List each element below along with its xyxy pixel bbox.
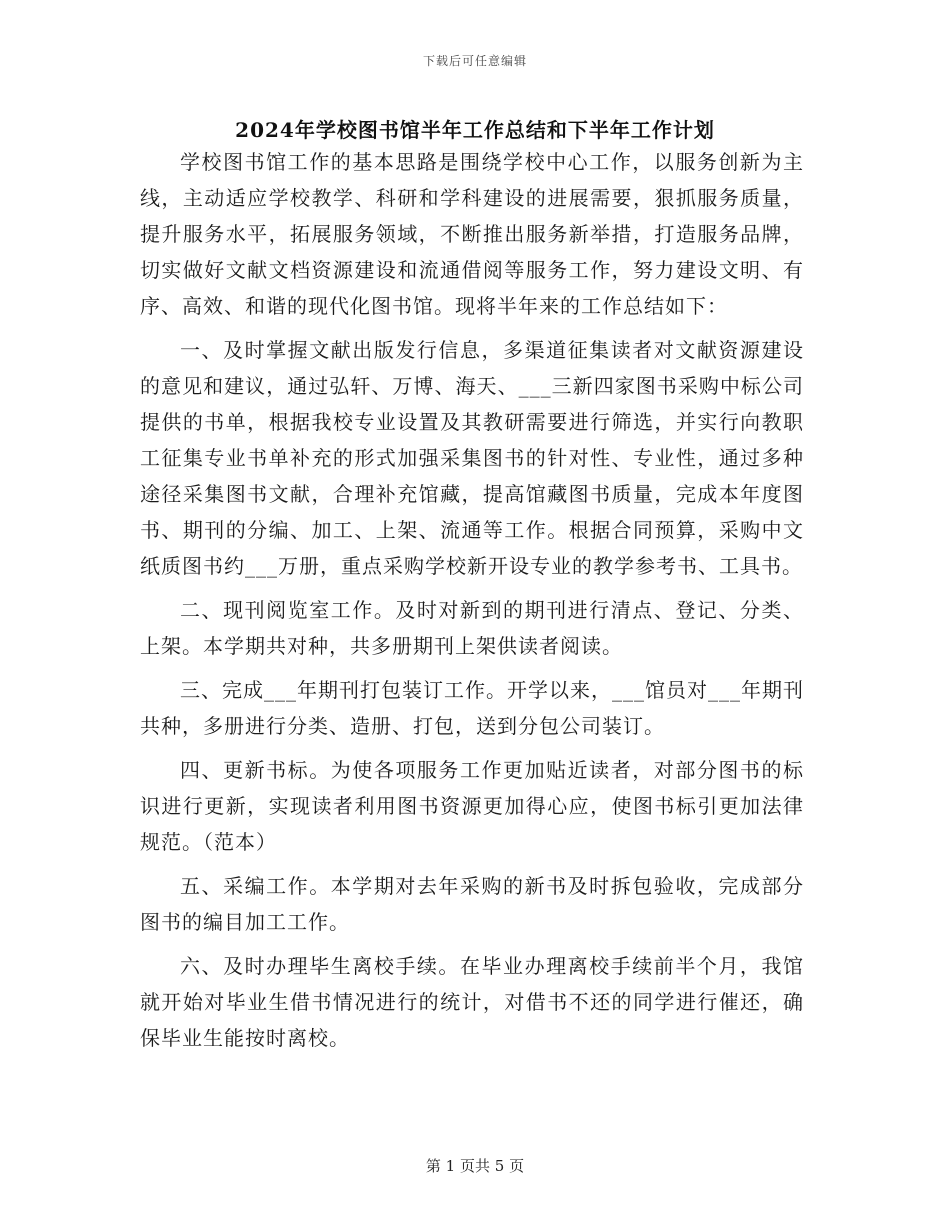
paragraph-item-1: 一、及时掌握文献出版发行信息，多渠道征集读者对文献资源建设的意见和建议，通过弘轩、万博、海天、___三新四家图书采购中标公司提供的书单，根据我校专业设置及其教研需要进行筛选，并实行向教职工征集专业书单补充的形式加强采集图书的针对性、专业性，通过多种途径采集图书文献，合理补充馆藏，提高馆藏图书质量，完成本年度图书、期刊的分编、加工、上架、流通等工作。根据合同预算，采购中文纸质图书约___万册，重点采购学校新开设专业的教学参考书、工具书。 (140, 338, 804, 578)
paragraph-item-5: 五、采编工作。本学期对去年采购的新书及时拆包验收，完成部分图书的编目加工工作。 (140, 874, 804, 934)
paragraph-item-4: 四、更新书标。为使各项服务工作更加贴近读者，对部分图书的标识进行更新，实现读者利用图书资源更加得心应，使图书标引更加法律规范。（范本） (140, 758, 804, 854)
document-body (140, 144, 804, 1064)
paragraph-item-6: 六、及时办理毕生离校手续。在毕业办理离校手续前半个月，我馆就开始对毕业生借书情况进行的统计，对借书不还的同学进行催还，确保毕业生能按时离校。 (140, 954, 804, 1050)
paragraph-item-3: 三、完成___年期刊打包装订工作。开学以来，___馆员对___年期刊共种，多册进行分类、造册、打包，送到分包公司装订。 (140, 678, 804, 738)
document-title: 2024年学校图书馆半年工作总结和下半年工作计划 (235, 118, 715, 142)
paragraph-intro: 学校图书馆工作的基本思路是围绕学校中心工作，以服务创新为主线，主动适应学校教学、科研和学科建设的进展需要，狠抓服务质量，提升服务水平，拓展服务领域，不断推出服务新举措，打造服务品牌，切实做好文献文档资源建设和流通借阅等服务工作，努力建设文明、有序、高效、和谐的现代化图书馆。现将半年来的工作总结如下： (140, 150, 804, 318)
header-note: 下载后可任意编辑 (422, 54, 527, 68)
page-number-footer: 第 1 页共 5 页 (425, 1157, 525, 1175)
paragraph-item-2: 二、现刊阅览室工作。及时对新到的期刊进行清点、登记、分类、上架。本学期共对种，共多册期刊上架供读者阅读。 (140, 598, 804, 658)
